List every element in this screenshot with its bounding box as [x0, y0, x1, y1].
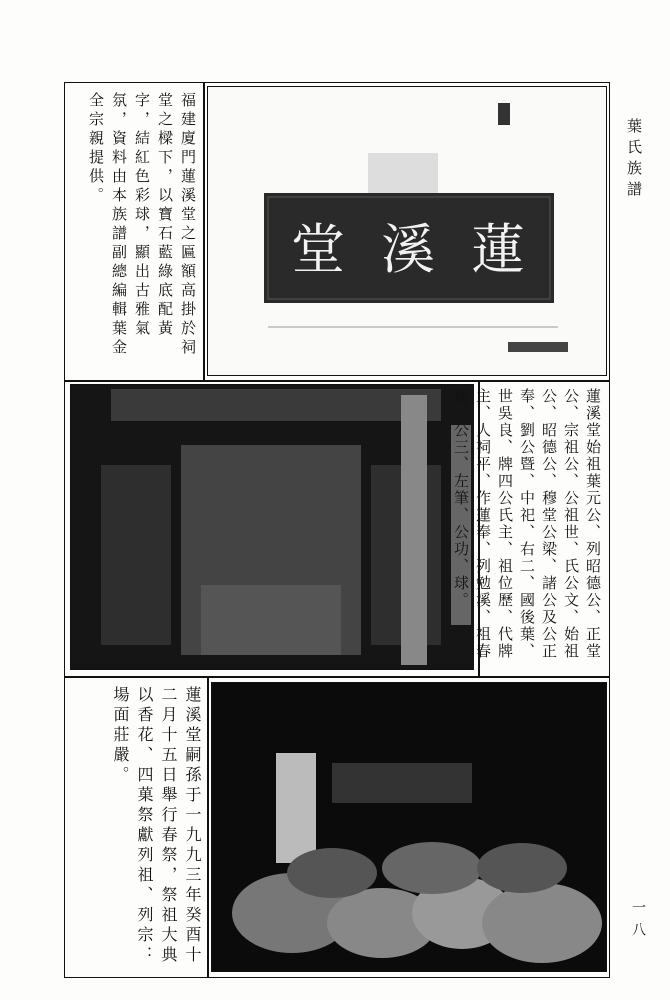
- altar-photo: [70, 384, 474, 670]
- panel3-caption: 蓮溪堂嗣孫于一九九三年癸酉十二月十五日舉行春祭，祭祖大典以香花、四菓祭獻列祖、列宗：場面莊嚴。: [111, 686, 202, 966]
- plaque-photo: [207, 86, 607, 376]
- svg-text:蓮: 蓮: [471, 218, 525, 281]
- book-title: 葉氏族譜: [625, 118, 643, 202]
- ceremony-photo: [211, 682, 607, 972]
- svg-text:堂: 堂: [291, 218, 345, 281]
- panel1-caption: 福建廈門蓮溪堂之匾額高掛於祠堂之樑下，以寶石藍綠底配黃字，結紅色彩球，顯出古雅氣氛，資料由本族譜副總編輯葉金全宗親提供。: [87, 92, 197, 358]
- svg-text:溪: 溪: [381, 218, 435, 281]
- panel2-caption: 蓮溪堂始祖葉元公、列昭德公、正堂公、宗祖公、公祖世、氏公文、始祖公、昭德公、穆堂公梁、諸公及公正奉、劉公暨、中祀、右二、國後葉、世吳良、牌四公氏主、祖位歷、代牌主、人祠平、作蓮奉、列勉溪、祖春秋、公三、左筆、公功、球。: [452, 388, 602, 660]
- page-number: 一八: [630, 900, 646, 944]
